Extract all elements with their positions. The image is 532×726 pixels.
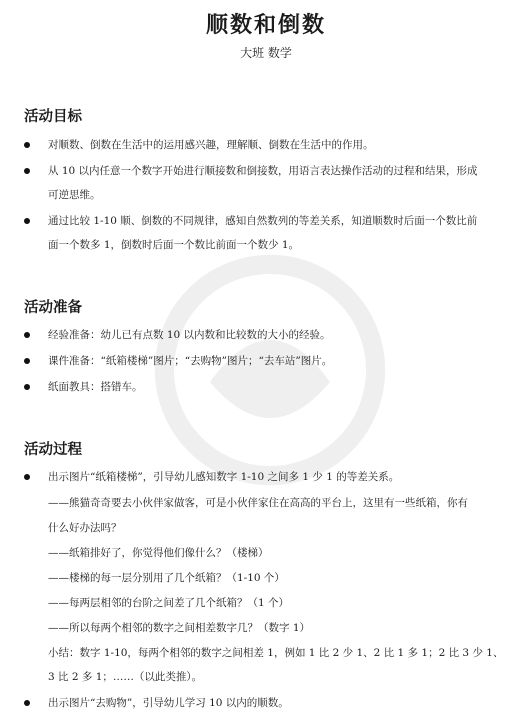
section-heading-goals: 活动目标: [24, 109, 82, 125]
process-line: 什么好办法吗？: [48, 522, 122, 534]
bullet-dot-icon: [24, 218, 30, 224]
page-title: 顺数和倒数: [205, 12, 326, 38]
bullet-dot-icon: [24, 332, 30, 338]
page-subtitle: 大班 数学: [240, 46, 292, 60]
bullet-dot-icon: [24, 168, 30, 174]
process-line: ——楼梯的每一层分别用了几个纸箱？（1-10 个）: [48, 572, 285, 584]
process-line: ——每两层相邻的台阶之间差了几个纸箱？（1 个）: [48, 597, 290, 609]
process-summary: 小结：数字 1-10，每两个相邻的数字之间相差 1，例如 1 比 2 少 1、2 比 1 多 1；2 比 3 少 1、: [48, 647, 504, 659]
process-line: ——纸箱排好了，你觉得他们像什么？（楼梯）: [48, 547, 269, 559]
bullet-dot-icon: [24, 384, 30, 390]
section-heading-process: 活动过程: [24, 442, 82, 458]
goals-item-3-cont: 面一个数多 1，倒数时后面一个数比前面一个数少 1。: [48, 239, 300, 251]
bullet-dot-icon: [24, 474, 30, 480]
process-summary-cont: 3 比 2 多 1；……（以此类推）。: [48, 671, 203, 683]
process-line: ——所以每两个相邻的数字之间相差数字几？（数字 1）: [48, 622, 311, 634]
goals-item-2-cont: 可逆思维。: [48, 189, 101, 201]
section-heading-prep: 活动准备: [24, 300, 82, 316]
bullet-dot-icon: [24, 700, 30, 706]
process-line: ——熊猫奇奇要去小伙伴家做客，可是小伙伴家住在高高的平台上，这里有一些纸箱，你有: [48, 497, 468, 509]
bullet-dot-icon: [24, 142, 30, 148]
bullet-dot-icon: [24, 358, 30, 364]
